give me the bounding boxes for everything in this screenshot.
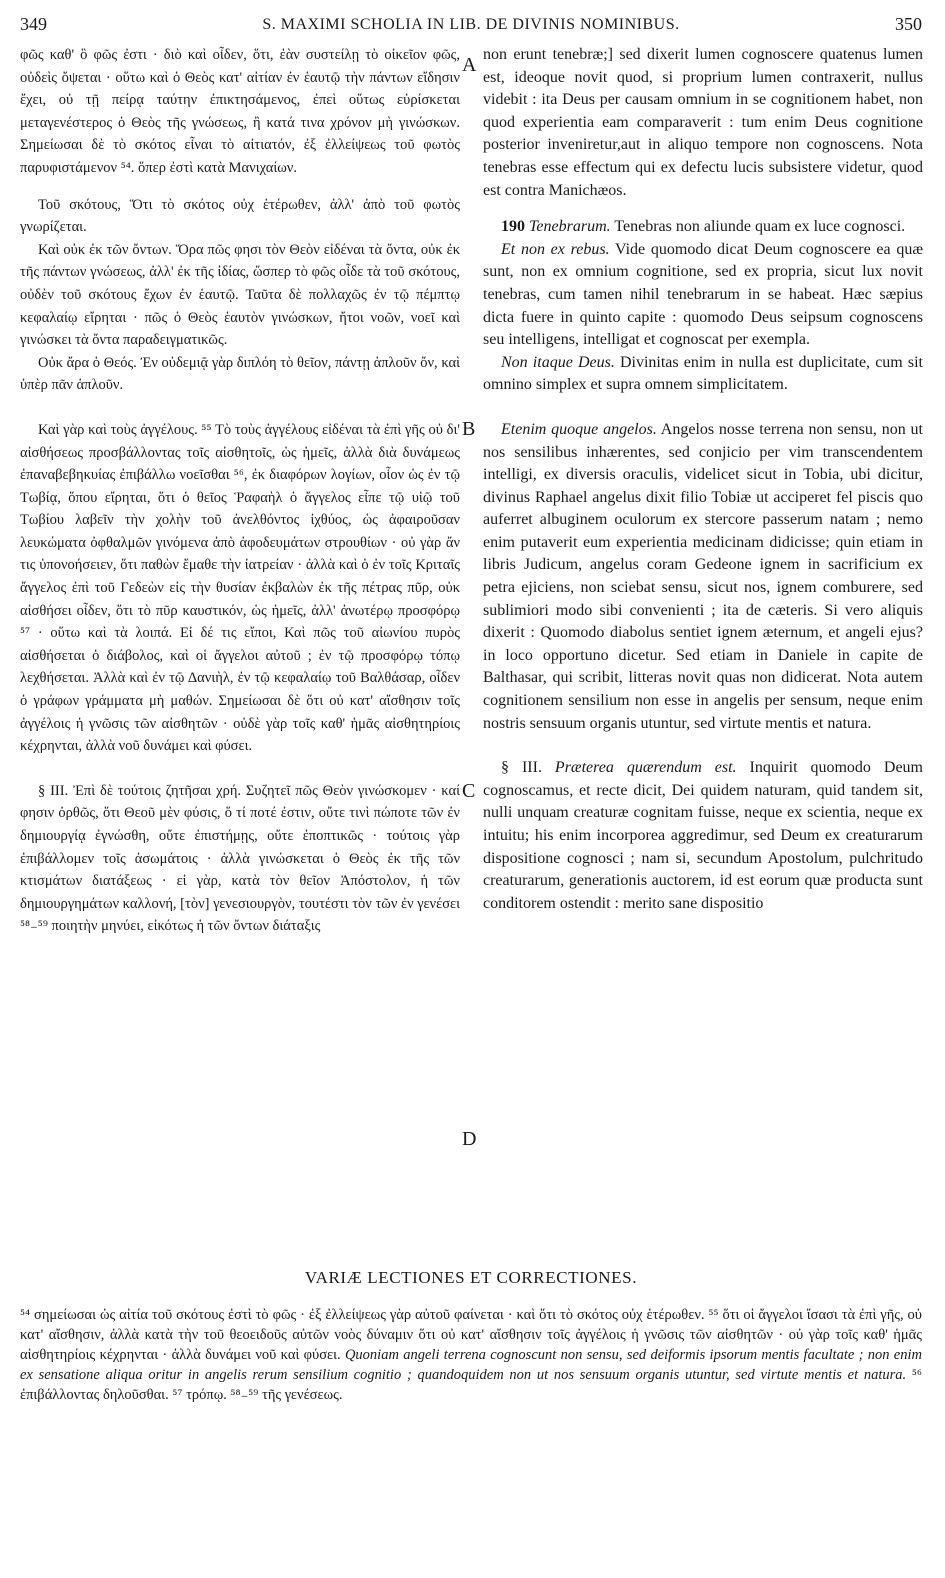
lemma: Et non ex rebus. xyxy=(501,240,610,258)
latin-column xyxy=(483,44,923,915)
latin-text: Inquirit quomodo Deum cognoscamus, et recte dicit, Dei quidem naturam, quid tandem sit, nulli unquam creaturæ cognitam fuisse, neque ex scientia, neque ex intuitu; his enim incorporea aggredimur, sed Deum ex creaturarum dispositione cognosci ; nam si, secundum Apostolum, pulchritudo creaturarum, generationis auctorem, id est eorum quæ producta sunt conditorem ostendit : merito sane dispositio xyxy=(483,759,923,912)
latin-paragraph xyxy=(483,757,923,915)
footnote-greek-tail: ⁵⁶ ἐπιβάλλοντας δηλοῦσθαι. ⁵⁷ τρόπῳ. ⁵⁸₋⁵⁹ τῆς γενέσεως. xyxy=(20,1367,922,1403)
latin-paragraph xyxy=(483,419,923,735)
scholion-number: 190 xyxy=(501,218,525,236)
running-header xyxy=(20,12,922,42)
greek-paragraph: Τοῦ σκότους, Ὅτι τὸ σκότος οὐχ ἑτέρωθεν, ἀλλ' ἀπὸ τοῦ φωτὸς γνωρίζεται. xyxy=(20,196,460,236)
footnote-greek: ⁵⁴ σημείωσαι ὡς αἰτία τοῦ σκότους ἐστὶ τὸ φῶς · ἐξ ἐλλείψεως γὰρ αὐτοῦ φαίνεται · καὶ ὅτι τὸ σκότος οὐχ ἑτέρωθεν. ⁵⁵ ὅτι οἱ ἄγγελοι ἴσασι τὰ ἐπὶ γῆς, οὐ κατ' αἴσθησιν, ἀλλὰ κατὰ τὴν τοῦ θεοειδοῦς αὐτῶν νοὸς δύναμιν ὅτι οὐ κατ' αἴσθησιν τοῖς ἀγγέλοις ἡ γνῶσις τῶν αἰσθητῶν · οὐ γὰρ τοῖς καθ' ἡμᾶς αἰσθητηρίοις κέχρηνται · ἀλλὰ δυνάμει νοῦ καὶ φύσει. xyxy=(20,1307,922,1363)
footnote-latin-italic: Quoniam angeli terrena cognoscunt non sensu, sed deiformis ipsorum mentis facultate ; non enim ex sensatione aliqua oritur in angelis rerum sensilium cognitio ; quandoquidem non ut nos sensuum organis utuntur, sed virtute mentis et natura. xyxy=(20,1347,922,1383)
page-number-left: 349 xyxy=(20,14,47,34)
footnotes xyxy=(20,1305,922,1405)
lemma: Præterea quærendum est. xyxy=(554,759,737,777)
footnote-text xyxy=(20,1305,922,1405)
page-number-right: 350 xyxy=(895,14,922,34)
section-number: § III. xyxy=(501,759,555,777)
lemma: Tenebrarum. xyxy=(529,218,611,236)
greek-paragraph: Καὶ γὰρ καὶ τοὺς ἀγγέλους. ⁵⁵ Τὸ τοὺς ἀγγέλους εἰδέναι τὰ ἐπὶ γῆς οὐ δι' αἰσθήσεως προσβάλλοντας τοῖς αἰσθητοῖς, ὡς ἡμεῖς, ἀλλὰ διὰ δυνάμεως ἐπαναβεβηκυίας ἐπιβάλλω νοεῖσθαι ⁵⁶, ἐκ διαφόρων λογίων, οἷον ὡς ἐν τῷ Τωβίᾳ, ὅπου εἴρηται, ὅτι ὁ θεῖος Ῥαφαὴλ ὁ ἄγγελος εἶπε τῷ υἱῷ τοῦ Τωβίου λαβεῖν τὴν χολὴν τοῦ ἀνελθόντος ἰχθύος, ὡς ἀφαιροῦσαν λευκώματα ὀφθαλμῶν γινόμενα ἀπὸ ἀφοδευμάτων στρουθίων · οὐ γὰρ ἄν τις ὑπονοήσειεν, ὅτι παθὼν ἔμαθε τὴν ἰατρείαν · ἀλλὰ καὶ ὁ ἐν τοῖς Κριταῖς ἄγγελος ἐπὶ τοῦ Γεδεὼν εἰς τὴν θυσίαν ἐκβαλὼν ἐκ τῆς πέτρας πῦρ, οὐκ αἰσθήσει οἶδεν, ὅτι τὸ πῦρ καυστικόν, ὡς ἡμεῖς, ἀλλ' ἀνωτέρῳ προσφόρῳ ⁵⁷ · οὕτω καὶ τὰ λοιπά. Εἰ δέ τις εἴποι, Καὶ πῶς τοῦ αἰωνίου πυρὸς αἰσθήσεται ὁ διάβολος, καὶ οἱ ἄγγελοι αὐτοῦ ; ἐν τῷ προσφόρῳ τόπῳ λεχθήσεται. Ἀλλὰ καὶ ἐν τῷ Δανιὴλ, ἐν τῷ κεφαλαίῳ τοῦ Βαλθάσαρ, οἶδεν ὁ γράφων γράμματα μὴ μαθών. Σημείωσαι δὲ ὅτι οὐ κατ' αἴσθησιν τοῖς ἀγγέλοις ἡ γνῶσις τῶν αἰσθητῶν · οὐδὲ γὰρ τοῖς καθ' ἡμᾶς αἰσθητηρίοις κέχρηνται, ἀλλὰ νοῦ δυνάμει καὶ φύσει. xyxy=(20,421,460,755)
greek-column xyxy=(20,44,460,938)
greek-paragraph: Καὶ οὐκ ἐκ τῶν ὄντων. Ὅρα πῶς φησι τὸν Θεὸν εἰδέναι τὰ ὄντα, οὐκ ἐκ τῆς πάντων γνώσεως, ἀλλ' ἐκ τῆς ἰδίας, ὥσπερ τὸ φῶς οἶδε τὰ τοῦ σκότους, οὐδὲν τοῦ σκότους ἔχων ἐν ἑαυτῷ. Ταῦτα δὲ πολλαχῶς ἐν τῷ πέμπτῳ κεφαλαίῳ εἴρηται · πῶς ὁ Θεὸς ἑαυτὸν γινώσκων, ἤτοι νοῶν, νοεῖ καὶ γινώσκει τὰ ὄντα παραδειγματικῶς. xyxy=(20,241,460,349)
latin-text: Angelos nosse terrena non sensu, non ut nos sensilibus inhærentes, sed conjicio per vim transcendentem intelligi, ex diversis oraculis, videlicet sicut in Tobia, ubi dicitur, divinus Raphael angelus dixit filio Tobiæ ut acciperet fel piscis quo auferret albuginem oculorum ex stercore passerum natam ; nemo enim putaverit eum experientia medicinam didicisse; quin etiam in libris Judicum, angelus coram Gedeone ignem in sacrificium ex petra ejiciens, non sciebat sensu, sicut nos, ignem comburere, sed sublimiori modo sibi convenienti ; ita de cæteris. Si vero aliquis dixerit : Quomodo diabolus sentiet ignem æternum, et angeli ejus? in loco opportuno dicetur. Sed etiam in Daniele in capite de Balthasar, qui scribit, litteras novit quas non didicerat. Nota autem cognitionem sensilium non esse in angelis per sensum, neque enim nostris sensuum organis utuntur, sed virtute mentis et natura. xyxy=(483,420,923,732)
lemma: Etenim quoque angelos. xyxy=(501,420,657,438)
running-title: S. MAXIMI SCHOLIA IN LIB. DE DIVINIS NOMINIBUS. xyxy=(262,16,680,33)
latin-text: Divinitas enim in nulla est duplicitate, cum sit omnino simplex et supra omnem simplicitatem. xyxy=(483,353,924,394)
greek-paragraph: Οὐκ ἄρα ὁ Θεός. Ἐν οὐδεμιᾷ γὰρ διπλόη τὸ θεῖον, πάντῃ ἁπλοῦν ὄν, καὶ ὑπὲρ πᾶν ἁπλοῦν. xyxy=(20,354,460,394)
lemma: Non itaque Deus. xyxy=(501,353,615,371)
margin-marker-d: D xyxy=(462,1128,477,1150)
greek-paragraph: φῶς καθ' ὃ φῶς ἐστι · διὸ καὶ οἶδεν, ὅτι, ἐὰν συστείλῃ τὸ οἰκεῖον φῶς, οὐδεὶς ὄψεται · οὕτω καὶ ὁ Θεὸς κατ' αἰτίαν ἐν ἑαυτῷ τὴν πάντων εἴδησιν ἔχει, οὐ τῇ πείρᾳ ταύτην ἐπικτησάμενος, ἐπεὶ οὕτως εὑρίσκεται μεταγενέστερος ὁ Θεὸς τῆς γνώσεως, ἢ κατά τινα χρόνον μὴ γινώσκων. Σημείωσαι δὲ τὸ σκότος εἶναι τὸ αἰτιατόν, ἐξ ἐλλείψεως τοῦ φωτὸς παρυφιστάμενον ⁵⁴. ὅπερ ἐστὶ κατὰ Μανιχαίων. xyxy=(20,47,460,176)
latin-text: Vide quomodo dicat Deum cognoscere ea quæ sunt, non ex omnium cognitione, sed ex propria, sicut lux novit tenebras, cum tamen nihil tenebrarum in se habeat. Hæc sæpius dicta fuere in quinto capite : quomodo Deus seipsum cognoscens seu intelligens, intelligat et cognoscat per exempla. xyxy=(483,240,924,349)
margin-marker-b: B xyxy=(462,418,476,440)
footnotes-title: VARIÆ LECTIONES ET CORRECTIONES. xyxy=(304,1268,638,1287)
margin-marker-a: A xyxy=(462,54,477,76)
latin-text: Tenebras non aliunde quam ex luce cognosci. xyxy=(610,218,906,236)
greek-paragraph: § III. Ἐπὶ δὲ τούτοις ζητῆσαι χρή. Συζητεῖ πῶς Θεὸν γινώσκομεν · καί φησιν ὀρθῶς, ὅτι Θεοῦ μὲν φύσις, ὅ τί ποτέ ἐστιν, οὔτε τινὶ πώποτε τῶν ἐν δημιουργίᾳ ἐγνώσθη, οὔτε ἐπιστήμῃς, οὔτε ἐποπτικῶς · τούτοις γὰρ ἐπιβάλλομεν τοῖς ἀσωμάτοις · ἀλλὰ γινώσκεται ὁ Θεὸς ἐκ τῆς τῶν κτισμάτων διατάξεως · εἰ γὰρ, κατὰ τὸν θεῖον Ἀπόστολον, ἡ τῶν δημιουργημάτων καλλονή, [τὸν] γενεσιουργὸν, τουτέστι τὸν τῶν ἐν γενέσει ⁵⁸₋⁵⁹ ποιητὴν μηνύει, εἰκότως ἡ τῶν ὄντων διάταξις xyxy=(20,782,460,935)
latin-paragraph xyxy=(483,352,923,397)
latin-paragraph: non erunt tenebræ;] sed dixerit lumen cognoscere quatenus lumen est, ideoque novit quod, si proprium lumen contraxerit, nullus videbit : ita Deus per causam omnium in se cognitionem habet, non quod experientia eam comparaverit : tum enim Deus cognitione posterior inveniretur,aut in aliquo tempore non cognoscens. Nota tenebras esse effectum qui ex defectu lucis subsistere videtur, quod est contra Manichæos. xyxy=(483,46,923,199)
margin-marker-c: C xyxy=(462,780,476,802)
latin-paragraph xyxy=(483,239,923,352)
latin-paragraph xyxy=(483,216,923,239)
